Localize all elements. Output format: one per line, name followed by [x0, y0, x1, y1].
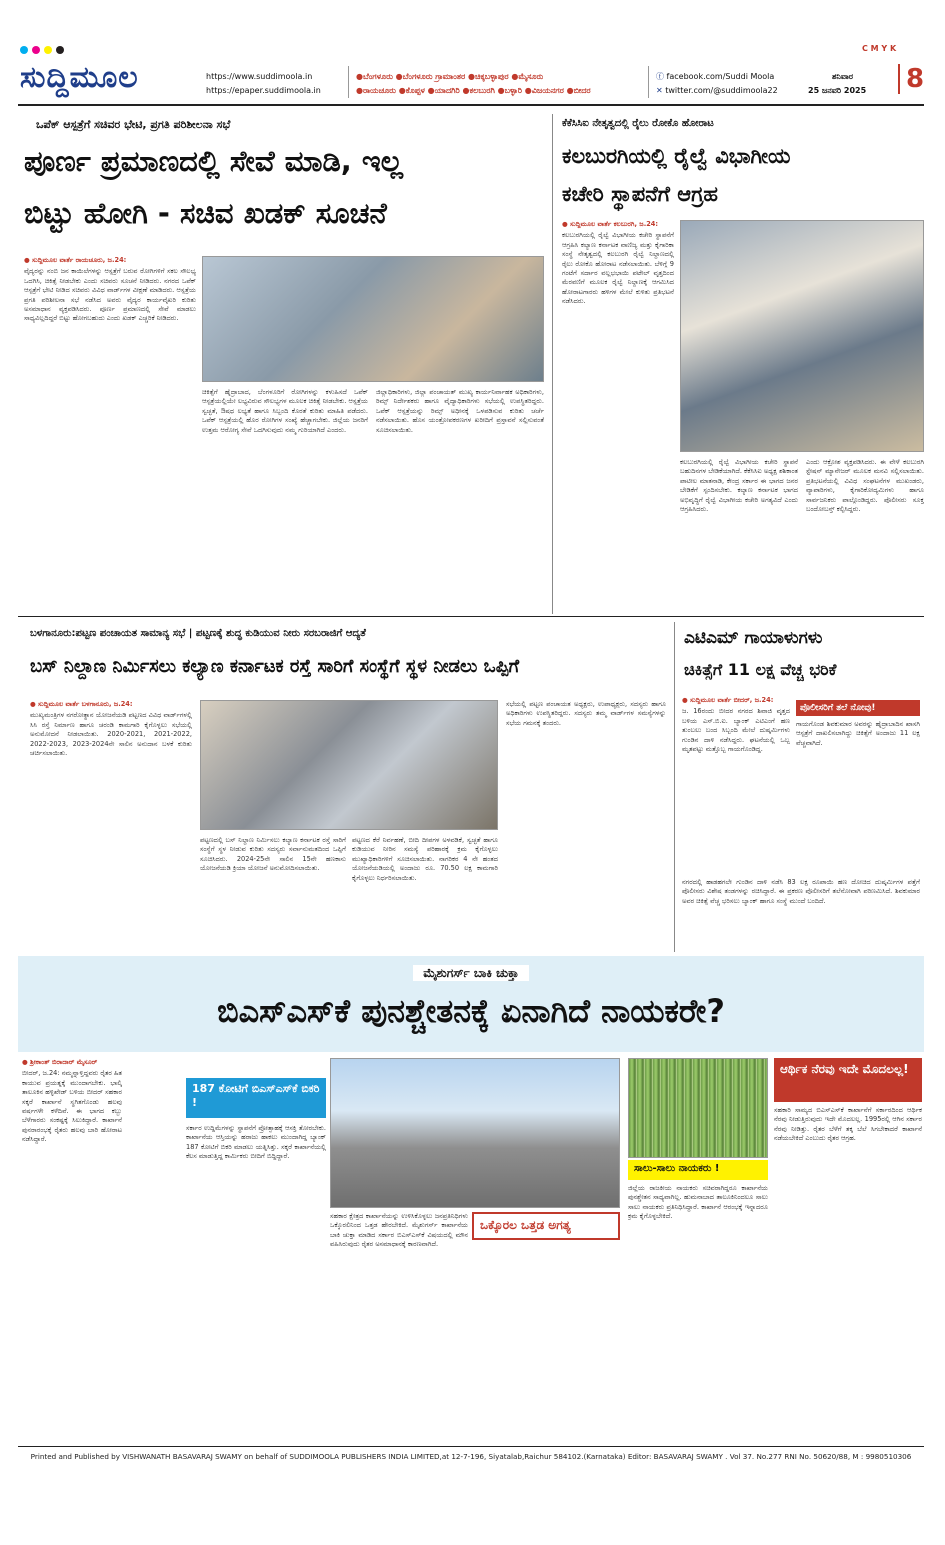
story5-kicker-text: ಮೈಶುಗರ್ಸ್ ಬಾಕಿ ಚುಕ್ತಾ — [413, 965, 529, 981]
story2 — [556, 110, 926, 610]
column-divider-middle — [674, 622, 675, 952]
story5-box3 — [628, 1160, 768, 1180]
story5-box1 — [186, 1078, 326, 1118]
story4-badge: ಪೊಲೀಸರಿಗೆ ತಲೆ ನೋವು! — [796, 700, 920, 716]
facebook-link[interactable] — [656, 72, 774, 82]
story3-byline: ● ಸುದ್ದಿಮೂಲ ವಾರ್ತೆ ಬಳಗಾನೂರು, ಜ.24: — [30, 700, 133, 708]
story2-headline-line2: ಕಚೇರಿ ಸ್ಥಾಪನೆಗೆ ಆಗ್ರಹ — [562, 182, 718, 206]
story5-box3-text: ಸಾಲು-ಸಾಲು ನಾಯಕರು ! — [634, 1163, 720, 1174]
story4-col2-text: ಗಾಯಗೊಂಡ ಶಿವಕುಮಾರ ಅವರನ್ನು ಹೈದ್ರಾಬಾದಿನ ಖಾಸಗಿ ಆಸ್ಪತ್ರೆಗೆ ದಾಖಲಿಸಲಾಗಿದ್ದು ಚಿಕಿತ್ಸೆಗೆ ಅಂದಾಜು 11 ಲಕ್ಷ ವೆಚ್ಚವಾಗಿದೆ. — [796, 720, 920, 747]
story4-headline-line2: ಚಿಕಿತ್ಸೆಗೆ 11 ಲಕ್ಷ ವೆಚ್ಚ ಭರಿಕೆ — [684, 660, 837, 679]
story4-col1-text: ಜ. 16ರಂದು ಬೀದರ ನಗರದ ಶಿವಾಜಿ ವೃತ್ತದ ಬಳಿಯ ಎಸ್.ಬಿ.ಐ. ಬ್ಯಾಂಕ್ ಎಟಿಎಂಗೆ ಹಣ ತುಂಬಲು ಬಂದ ಸಿಬ್ಬಂದಿ ಮೇಲೆ ದುಷ್ಕರ್ಮಿಗಳು ಗುಂಡಿನ ದಾಳಿ ನಡೆಸಿದ್ದರು. ಘಟನೆಯಲ್ಲಿ ಒಬ್ಬ ಮೃತಪಟ್ಟು ಮತ್ತೊಬ್ಬ ಗಾಯಗೊಂಡಿದ್ದ. — [682, 707, 790, 754]
story2-byline: ● ಸುದ್ದಿಮೂಲ ವಾರ್ತೆ ಕಲಬುರಗಿ, ಜ.24: — [562, 220, 659, 228]
twitter-link[interactable] — [656, 86, 778, 96]
story5-headline: ಬಿಎಸ್‌ಎಸ್‌ಕೆ ಪುನಶ್ಚೇತನಕ್ಕೆ ಏನಾಗಿದೆ ನಾಯಕರೇ? — [217, 992, 725, 1030]
column-divider-top — [552, 114, 553, 614]
story1-kicker: ಒಪೆಕ್ ಆಸ್ಪತ್ರೆಗೆ ಸಚಿವರ ಭೇಟಿ, ಪ್ರಗತಿ ಪರಿಶೀಲನಾ ಸಭೆ — [36, 118, 231, 131]
story5-column-1 — [22, 1058, 122, 1440]
story5-col5-text: ಸಹಕಾರಿ ಸಾಮ್ಯದ ಬಿಎಸ್‌ಎಸ್‌ಕೆ ಕಾರ್ಖಾನೆಗೆ ಸರ್ಕಾರದಿಂದ ಆರ್ಥಿಕ ನೆರವು ನೀಡುತ್ತಿರುವುದು ಇದೇ ಮೊದಲಲ್ಲ. 1995ರಲ್ಲಿ ಆಗಿನ ಸರ್ಕಾರ ನೆರವು ನೀಡಿತ್ತು. ರೈತರ ಬೆಳೆಗೆ ತಕ್ಕ ಬೆಲೆ ಸಿಗಬೇಕಾದರೆ ಕಾರ್ಖಾನೆ ನಡೆಯಬೇಕಿದೆ ಎಂಬುದು ರೈತರ ಆಗ್ರಹ. — [774, 1106, 922, 1143]
story3-column-3 — [352, 836, 498, 948]
story3-col2-text: ಪಟ್ಟಣದಲ್ಲಿ ಬಸ್ ನಿಲ್ದಾಣ ನಿರ್ಮಿಸಲು ಕಲ್ಯಾಣ ಕರ್ನಾಟಕ ರಸ್ತೆ ಸಾರಿಗೆ ಸಂಸ್ಥೆಗೆ ಸ್ಥಳ ನೀಡುವ ಕುರಿತು ಸದಸ್ಯರು ಸರ್ವಾನುಮತದಿಂದ ಒಪ್ಪಿಗೆ ಸೂಚಿಸಿದರು. 2024-25ನೇ ಸಾಲಿನ 15ನೇ ಹಣಕಾಸು ಯೋಜನೆಯಡಿ ಕ್ರಿಯಾ ಯೋಜನೆ ಅನುಮೋದಿಸಲಾಯಿತು. — [200, 836, 346, 873]
twitter-handle: twitter.com/@suddimoola22 — [665, 86, 778, 95]
story2-col3-text: ಎಂದು ಆಕ್ರೋಶ ವ್ಯಕ್ತಪಡಿಸಿದರು. ಈ ವೇಳೆ ಕಲಬುರಗಿ ಸ್ಟೇಷನ್ ಮ್ಯಾನೇಜರ್ ಮೂಲಕ ಮನವಿ ಸಲ್ಲಿಸಲಾಯಿತು. ಪ್ರತಿಭಟನೆಯಲ್ಲಿ ವಿವಿಧ ಸಂಘಟನೆಗಳ ಮುಖಂಡರು, ವ್ಯಾಪಾರಿಗಳು, ಕೈಗಾರಿಕೋದ್ಯಮಿಗಳು ಹಾಗೂ ಸಾರ್ವಜನಿಕರು ಪಾಲ್ಗೊಂಡಿದ್ದರು. ಪೊಲೀಸರು ಸೂಕ್ತ ಬಂದೋಬಸ್ತ್ ಕಲ್ಪಿಸಿದ್ದರು. — [806, 458, 924, 514]
story5-box2 — [472, 1212, 620, 1240]
black-dot — [56, 46, 64, 54]
story4-full-text: ನಗರದಲ್ಲಿ ಹಾಡಹಗಲೇ ಗುಂಡಿನ ದಾಳಿ ನಡೆಸಿ 83 ಲಕ್ಷ ರೂಪಾಯಿ ಹಣ ದೋಚಿದ ದುಷ್ಕರ್ಮಿಗಳ ಪತ್ತೆಗೆ ಪೊಲೀಸರು ವಿಶೇಷ ತಂಡಗಳನ್ನು ರಚಿಸಿದ್ದಾರೆ. ಈ ಪ್ರಕರಣ ಪೊಲೀಸರಿಗೆ ತಲೆನೋವಾಗಿ ಪರಿಣಮಿಸಿದೆ. ಶಿವಕುಮಾರ ಅವರ ಚಿಕಿತ್ಸೆ ವೆಚ್ಚ ಭರಿಸಲು ಬ್ಯಾಂಕ್ ಹಾಗೂ ಸಂಸ್ಥೆ ಮುಂದೆ ಬಂದಿದೆ. — [682, 878, 920, 905]
story3 — [18, 620, 670, 952]
cities-row-2: ●ರಾಯಚೂರು ●ಕೊಪ್ಪಳ ●ಯಾದಗಿರಿ ●ಕಲಬುರಗಿ ●ಬಳ್ಳಾರಿ ●ವಿಜಯನಗರ ●ಬೀದರ — [356, 86, 591, 95]
story2-kicker: ಕೆಕೆಸಿಸಿಐ ನೇತೃತ್ವದಲ್ಲಿ ರೈಲು ರೋಕೊ ಹೋರಾಟ — [562, 118, 714, 129]
issue-date: 25 ಜನವರಿ 2025 — [808, 86, 867, 95]
story2-headline-line1: ಕಲಬುರಗಿಯಲ್ಲಿ ರೈಲ್ವೆ ವಿಭಾಗೀಯ — [562, 144, 791, 168]
story5-column-5 — [774, 1106, 922, 1440]
masthead-rule — [18, 104, 924, 106]
story2-col2-text: ಕಲಬುರಗಿಯಲ್ಲಿ ರೈಲ್ವೆ ವಿಭಾಗೀಯ ಕಚೇರಿ ಸ್ಥಾಪನೆ ಬಹುದಿನಗಳ ಬೇಡಿಕೆಯಾಗಿದೆ. ಕೆಕೆಸಿಸಿಐ ಅಧ್ಯಕ್ಷ ಶಶಿಕಾಂತ ಪಾಟೀಲ ಮಾತನಾಡಿ, ಕೇಂದ್ರ ಸರ್ಕಾರ ಈ ಭಾಗದ ಜನರ ಬೇಡಿಕೆಗೆ ಸ್ಪಂದಿಸಬೇಕು. ಕಲ್ಯಾಣ ಕರ್ನಾಟಕ ಭಾಗದ ಅಭಿವೃದ್ಧಿಗೆ ರೈಲ್ವೆ ವಿಭಾಗೀಯ ಕಚೇರಿ ಅಗತ್ಯವಿದೆ ಎಂದು ಆಗ್ರಹಿಸಿದರು. — [680, 458, 798, 514]
twitter-icon: ✕ — [656, 86, 663, 95]
story5-box2-text: ಒಕ್ಕೊರಲ ಒತ್ತಡ ಅಗತ್ಯ — [480, 1218, 571, 1232]
cities-row-1: ●ಬೆಂಗಳೂರು ●ಬೆಂಗಳೂರು ಗ್ರಾಮಾಂತರ ●ಚಿಕ್ಕಬಳ್ಳಾಪುರ ●ಮೈಸೂರು — [356, 72, 544, 81]
story4-column-1 — [682, 696, 790, 872]
story1-column-1 — [24, 256, 196, 606]
story2-column-2 — [680, 458, 798, 606]
story1-column-2 — [202, 388, 368, 608]
story5-box4 — [774, 1058, 922, 1102]
story5-box4-text: ಆರ್ಥಿಕ ನೆರವು ಇದೇ ಮೊದಲಲ್ಲ! — [780, 1062, 909, 1076]
facebook-handle: facebook.com/Suddi Moola — [666, 72, 775, 81]
divider-vertical-2 — [648, 66, 649, 98]
story2-column-3 — [806, 458, 924, 606]
story5-col1-text: ಬೀದರ್, ಜ.24: ನಮ್ಮನ್ನಾಳ್ತಿದ್ದವರು ರೈತರ ಹಿತ ಕಾಯುವ ಪ್ರಯತ್ನಕ್ಕೆ ಮುಂದಾಗಬೇಕು. ಭಾಲ್ಕಿ ತಾಲೂಕಿನ ಹಳ್ಳಿಖೇಡ್ ಬಳಿಯ ಬೀದರ್ ಸಹಕಾರ ಸಕ್ಕರೆ ಕಾರ್ಖಾನೆ ಸ್ಥಗಿತಗೊಂಡು ಹಲವು ವರ್ಷಗಳೇ ಕಳೆದಿವೆ. ಈ ಭಾಗದ ಕಬ್ಬು ಬೆಳೆಗಾರರು ಸಂಕಷ್ಟಕ್ಕೆ ಸಿಲುಕಿದ್ದಾರೆ. ಕಾರ್ಖಾನೆ ಪುನರಾರಂಭಕ್ಕೆ ರೈತರು ಹಲವು ಬಾರಿ ಹೋರಾಟ ನಡೆಸಿದ್ದಾರೆ. — [22, 1069, 122, 1144]
story3-col4-text: ಸಭೆಯಲ್ಲಿ ಪಟ್ಟಣ ಪಂಚಾಯತ ಅಧ್ಯಕ್ಷರು, ಉಪಾಧ್ಯಕ್ಷರು, ಸದಸ್ಯರು ಹಾಗೂ ಅಧಿಕಾರಿಗಳು ಉಪಸ್ಥಿತರಿದ್ದರು. ಸದಸ್ಯರು ತಮ್ಮ ವಾರ್ಡ್‌ಗಳ ಸಮಸ್ಯೆಗಳನ್ನು ಸಭೆಯ ಗಮನಕ್ಕೆ ತಂದರು. — [506, 700, 666, 727]
story5-col3-text: ಸಹಕಾರ ಕ್ಷೇತ್ರದ ಕಾರ್ಖಾನೆಯನ್ನು ಉಳಿಸಿಕೊಳ್ಳಲು ಜನಪ್ರತಿನಿಧಿಗಳು ಒಕ್ಕೊರಲಿನಿಂದ ಒತ್ತಡ ಹೇರಬೇಕಿದೆ. ಮೈಶುಗರ್ಸ್ ಕಾರ್ಖಾನೆಯ ಬಾಕಿ ಚುಕ್ತಾ ಮಾಡಿದ ಸರ್ಕಾರ ಬಿಎಸ್‌ಎಸ್‌ಕೆ ವಿಷಯದಲ್ಲಿ ಮೌನ ವಹಿಸಿರುವುದು ರೈತರ ಅಸಮಾಧಾನಕ್ಕೆ ಕಾರಣವಾಗಿದೆ. — [330, 1212, 468, 1249]
story5-col2-text: ಸರ್ಕಾರ ಉದ್ದಿಮೆಗಳನ್ನು ಸ್ಥಾಪನೆಗೆ ಪ್ರೋತ್ಸಾಹಕ್ಕೆ ಆಸಕ್ತಿ ತೋರಬೇಕು. ಕಾರ್ಖಾನೆಯ ಆಸ್ತಿಯನ್ನು ಹರಾಜು ಹಾಕಲು ಮುಂದಾಗಿದ್ದ ಬ್ಯಾಂಕ್ 187 ಕೋಟಿಗೆ ಬಿಕರಿ ಮಾಡಲು ಯತ್ನಿಸಿತ್ತು. ಸಕ್ಕರೆ ಕಾರ್ಖಾನೆಯಲ್ಲಿ ಕೆಲಸ ಮಾಡುತ್ತಿದ್ದ ಕಾರ್ಮಿಕರು ಬೀದಿಗೆ ಬಿದ್ದಿದ್ದಾರೆ. — [186, 1124, 326, 1161]
story5-photo-factory — [330, 1058, 620, 1208]
story3-kicker: ಬಳಗಾನೂರು:ಪಟ್ಟಣ ಪಂಚಾಯತ ಸಾಮಾನ್ಯ ಸಭೆ | ಪಟ್ಟಣಕ್ಕೆ ಶುದ್ಧ ಕುಡಿಯುವ ನೀರು ಸರಬರಾಜಿಗೆ ಆದ್ಯತೆ — [30, 628, 366, 639]
story3-column-1 — [30, 700, 192, 948]
story5-column-2 — [186, 1124, 326, 1440]
footer-rule — [18, 1446, 924, 1447]
story1-photo — [202, 256, 544, 382]
story5-column-4 — [628, 1184, 768, 1440]
cmyk-label: C M Y K — [862, 44, 897, 53]
facebook-icon: ⓕ — [656, 72, 664, 81]
newspaper-logo: ಸುದ್ದಿಮೂಲ — [20, 60, 139, 95]
story3-column-2 — [200, 836, 346, 948]
story5-col4-text: ಜಿಲ್ಲೆಯ ರಾಜಕೀಯ ನಾಯಕರು ಸಚಿವರಾಗಿದ್ದರೂ ಕಾರ್ಖಾನೆಯ ಪುನಶ್ಚೇತನ ಸಾಧ್ಯವಾಗಿಲ್ಲ. ಹುಮನಾಬಾದ ತಾಲೂಕಿನಿಂದಲೂ ಸಾಲು ಸಾಲು ನಾಯಕರು ಪ್ರತಿನಿಧಿಸಿದ್ದಾರೆ. ಕಾರ್ಖಾನೆ ಆರಂಭಕ್ಕೆ ಇನ್ನಾದರೂ ಕ್ರಮ ಕೈಗೊಳ್ಳಬೇಕಿದೆ. — [628, 1184, 768, 1221]
story1-col2-text: ಚಿಕಿತ್ಸೆಗೆ ಹೈದ್ರಾಬಾದ, ಬೆಂಗಳೂರಿಗೆ ರೋಗಿಗಳನ್ನು ಕಳುಹಿಸದೆ ಒಪೆಕ್ ಆಸ್ಪತ್ರೆಯಲ್ಲಿಯೇ ಲಭ್ಯವಿರುವ ಸೌಲಭ್ಯಗಳ ಮೂಲಕ ಚಿಕಿತ್ಸೆ ನೀಡಬೇಕು. ಆಸ್ಪತ್ರೆಯ ಸ್ವಚ್ಛತೆ, ಔಷಧ ಲಭ್ಯತೆ ಹಾಗೂ ಸಿಬ್ಬಂದಿ ಕೊರತೆ ಕುರಿತು ಮಾಹಿತಿ ಪಡೆದರು. ಒಪೆಕ್ ಆಸ್ಪತ್ರೆಯಲ್ಲಿ ಹೊರ ರೋಗಿಗಳ ಸಂಖ್ಯೆ ಹೆಚ್ಚಾಗಬೇಕು. ಜಿಲ್ಲೆಯ ಜನರಿಗೆ ಉತ್ತಮ ಆರೋಗ್ಯ ಸೇವೆ ಒದಗಿಸುವುದು ನಮ್ಮ ಗುರಿಯಾಗಿದೆ ಎಂದರು. — [202, 388, 368, 434]
website-url[interactable]: https://www.suddimoola.in — [206, 72, 313, 81]
magenta-dot — [32, 46, 40, 54]
story4-headline-line1: ಎಟಿಎಮ್ ಗಾಯಾಳುಗಳು — [684, 628, 823, 648]
story1-col1-text: ವೈದ್ಯರನ್ನು ನಂಬಿ ಜನ ಕಾಯಿಲೆಗಳನ್ನು ಆಸ್ಪತ್ರೆಗೆ ಬರುವ ರೋಗಿಗಳಿಗೆ ಸಕಲ ಸೌಲಭ್ಯ ಒದಗಿಸಿ, ಚಿಕಿತ್ಸೆ ನೀಡಬೇಕು ಎಂದು ಸಚಿವರು ಸೂಚನೆ ನೀಡಿದರು. ನಗರದ ಒಪೆಕ್ ಆಸ್ಪತ್ರೆಗೆ ಭೇಟಿ ನೀಡಿದ ಸಚಿವರು ವಿವಿಧ ವಾರ್ಡ್‌ಗಳ ವೀಕ್ಷಣೆ ಮಾಡಿದರು. ಆಸ್ಪತ್ರೆಯ ಪ್ರಗತಿ ಪರಿಶೀಲನಾ ಸಭೆ ನಡೆಸಿದ ಅವರು ವೈದ್ಯರ ಕಾರ್ಯವೈಖರಿ ಕುರಿತು ಅಸಮಾಧಾನ ವ್ಯಕ್ತಪಡಿಸಿದರು. ಪೂರ್ಣ ಪ್ರಮಾಣದಲ್ಲಿ ಸೇವೆ ಮಾಡಲು ಸಾಧ್ಯವಿಲ್ಲದಿದ್ದರೆ ಬಿಟ್ಟು ಹೋಗಬಹುದು ಎಂದು ಖಡಕ್ ಎಚ್ಚರಿಕೆ ನೀಡಿದರು. — [24, 267, 196, 323]
story3-column-4 — [506, 700, 666, 948]
epaper-url[interactable]: https://epaper.suddimoola.in — [206, 86, 321, 95]
story3-col1-text: ಮುಖ್ಯಮಂತ್ರಿಗಳ ನಗರೋತ್ಥಾನ ಯೋಜನೆಯಡಿ ಪಟ್ಟಣದ ವಿವಿಧ ವಾರ್ಡ್‌ಗಳಲ್ಲಿ ಸಿಸಿ ರಸ್ತೆ ನಿರ್ಮಾಣ ಹಾಗೂ ಚರಂಡಿ ಕಾಮಗಾರಿ ಕೈಗೊಳ್ಳಲು ಸಭೆಯಲ್ಲಿ ಅನುಮೋದನೆ ನೀಡಲಾಯಿತು. 2020-2021, 2021-2022, 2022-2023, 2023-2024ನೇ ಸಾಲಿನ ಅನುದಾನ ಬಳಕೆ ಕುರಿತು ಚರ್ಚಿಸಲಾಯಿತು. — [30, 711, 192, 758]
story4-byline: ● ಸುದ್ದಿಮೂಲ ವಾರ್ತೆ ಬೀದರ್, ಜ.24: — [682, 696, 774, 704]
story5-photo-sugarcane — [628, 1058, 768, 1158]
story3-photo — [200, 700, 498, 830]
story5-box1-text: 187 ಕೋಟಿಗೆ ಬಿಎಸ್‌ಎಸ್‌ಕೆ ಬಿಕರಿ ! — [192, 1082, 320, 1109]
yellow-dot — [44, 46, 52, 54]
story2-column-1 — [562, 220, 674, 606]
story5-column-3 — [330, 1212, 468, 1440]
cyan-dot — [20, 46, 28, 54]
registration-dots — [20, 46, 64, 54]
story1-column-3 — [376, 388, 544, 608]
story4-column-full — [682, 878, 920, 948]
story1-byline: ● ಸುದ್ದಿಮೂಲ ವಾರ್ತೆ ರಾಯಚೂರು, ಜ.24: — [24, 256, 127, 264]
section-rule-1 — [18, 616, 924, 617]
story5-kicker — [18, 962, 924, 981]
issue-day: ಶನಿವಾರ — [832, 72, 854, 81]
story4-column-2 — [796, 720, 920, 872]
story1-headline-line1: ಪೂರ್ಣ ಪ್ರಮಾಣದಲ್ಲಿ ಸೇವೆ ಮಾಡಿ, ಇಲ್ಲ — [24, 144, 403, 178]
page-number: 8 — [898, 64, 924, 94]
story2-col1-text: ಕಲಬುರಗಿಯಲ್ಲಿ ರೈಲ್ವೆ ವಿಭಾಗೀಯ ಕಚೇರಿ ಸ್ಥಾಪನೆಗೆ ಆಗ್ರಹಿಸಿ ಕಲ್ಯಾಣ ಕರ್ನಾಟಕ ವಾಣಿಜ್ಯ ಮತ್ತು ಕೈಗಾರಿಕಾ ಸಂಸ್ಥೆ ನೇತೃತ್ವದಲ್ಲಿ ಕಲಬುರಗಿ ರೈಲ್ವೆ ನಿಲ್ದಾಣದಲ್ಲಿ ರೈಲು ರೋಕೊ ಹೋರಾಟ ನಡೆಸಲಾಯಿತು. ಬೆಳಿಗ್ಗೆ 9 ಗಂಟೆಗೆ ಸರ್ದಾರ ವಲ್ಲಭಭಾಯಿ ಪಟೇಲ್ ವೃತ್ತದಿಂದ ಮೆರವಣಿಗೆ ಮೂಲಕ ರೈಲ್ವೆ ನಿಲ್ದಾಣಕ್ಕೆ ಆಗಮಿಸಿದ ಹೋರಾಟಗಾರರು ಹಳಿಗಳ ಮೇಲೆ ಕುಳಿತು ಪ್ರತಿಭಟನೆ ನಡೆಸಿದರು. — [562, 231, 674, 306]
story2-photo — [680, 220, 924, 452]
footer-imprint: Printed and Published by VISHWANATH BASAVARAJ SWAMY on behalf of SUDDIMOOLA PUBLISHERS INDIA LIMITED,at 12-7-196, Siyatalab,Raichur 584102.(Karnataka) Editor: BASAVARAJ SWAMY . Vol 37. No.277 RNI No. 50620/88, M : 9980510306 — [30, 1452, 912, 1461]
story1-headline-line2: ಬಿಟ್ಟು ಹೋಗಿ - ಸಚಿವ ಖಡಕ್ ಸೂಚನೆ — [24, 196, 387, 230]
story3-col3-text: ಪಟ್ಟಣದ ಕೆರೆ ನಿರ್ವಹಣೆ, ಬೀದಿ ದೀಪಗಳ ಅಳವಡಿಕೆ, ಸ್ವಚ್ಛತೆ ಹಾಗೂ ಕುಡಿಯುವ ನೀರಿನ ಸಮಸ್ಯೆ ಪರಿಹಾರಕ್ಕೆ ಕ್ರಮ ಕೈಗೊಳ್ಳಲು ಮುಖ್ಯಾಧಿಕಾರಿಗಳಿಗೆ ಸೂಚಿಸಲಾಯಿತು. ನಾಗರಿಕರ 4 ನೇ ಹಂತದ ಯೋಜನೆಯಡಿಯಲ್ಲಿ ಅಂದಾಜು ರೂ. 70.50 ಲಕ್ಷ ಕಾಮಗಾರಿ ಕೈಗೊಳ್ಳಲು ನಿರ್ಧರಿಸಲಾಯಿತು. — [352, 836, 498, 882]
story1 — [18, 110, 548, 610]
story5-byline: ● ಶ್ರೀಕಾಂತ್ ಬಿರಾದಾರ್ ಮೈಸೂರ್ — [22, 1058, 98, 1066]
story3-headline: ಬಸ್ ನಿಲ್ದಾಣ ನಿರ್ಮಿಸಲು ಕಲ್ಯಾಣ ಕರ್ನಾಟಕ ರಸ್ತೆ ಸಾರಿಗೆ ಸಂಸ್ಥೆಗೆ ಸ್ಥಳ ನೀಡಲು ಒಪ್ಪಿಗೆ — [30, 656, 520, 677]
story4 — [676, 620, 926, 952]
story1-col3-text: ಜಿಲ್ಲಾಧಿಕಾರಿಗಳು, ಜಿಲ್ಲಾ ಪಂಚಾಯತ್ ಮುಖ್ಯ ಕಾರ್ಯನಿರ್ವಾಹಕ ಅಧಿಕಾರಿಗಳು, ರಿಮ್ಸ್ ನಿರ್ದೇಶಕರು ಹಾಗೂ ವೈದ್ಯಾಧಿಕಾರಿಗಳು ಸಭೆಯಲ್ಲಿ ಉಪಸ್ಥಿತರಿದ್ದರು. ಒಪೆಕ್ ಆಸ್ಪತ್ರೆಯನ್ನು ರಿಮ್ಸ್ ಅಧೀನಕ್ಕೆ ಒಳಪಡಿಸುವ ಕುರಿತು ಚರ್ಚೆ ನಡೆಸಲಾಯಿತು. ಹೊಸ ಯಂತ್ರೋಪಕರಣಗಳ ಖರೀದಿಗೆ ಪ್ರಸ್ತಾವನೆ ಸಲ್ಲಿಸುವಂತೆ ಸೂಚಿಸಲಾಯಿತು. — [376, 388, 544, 434]
divider-vertical-1 — [348, 66, 349, 98]
